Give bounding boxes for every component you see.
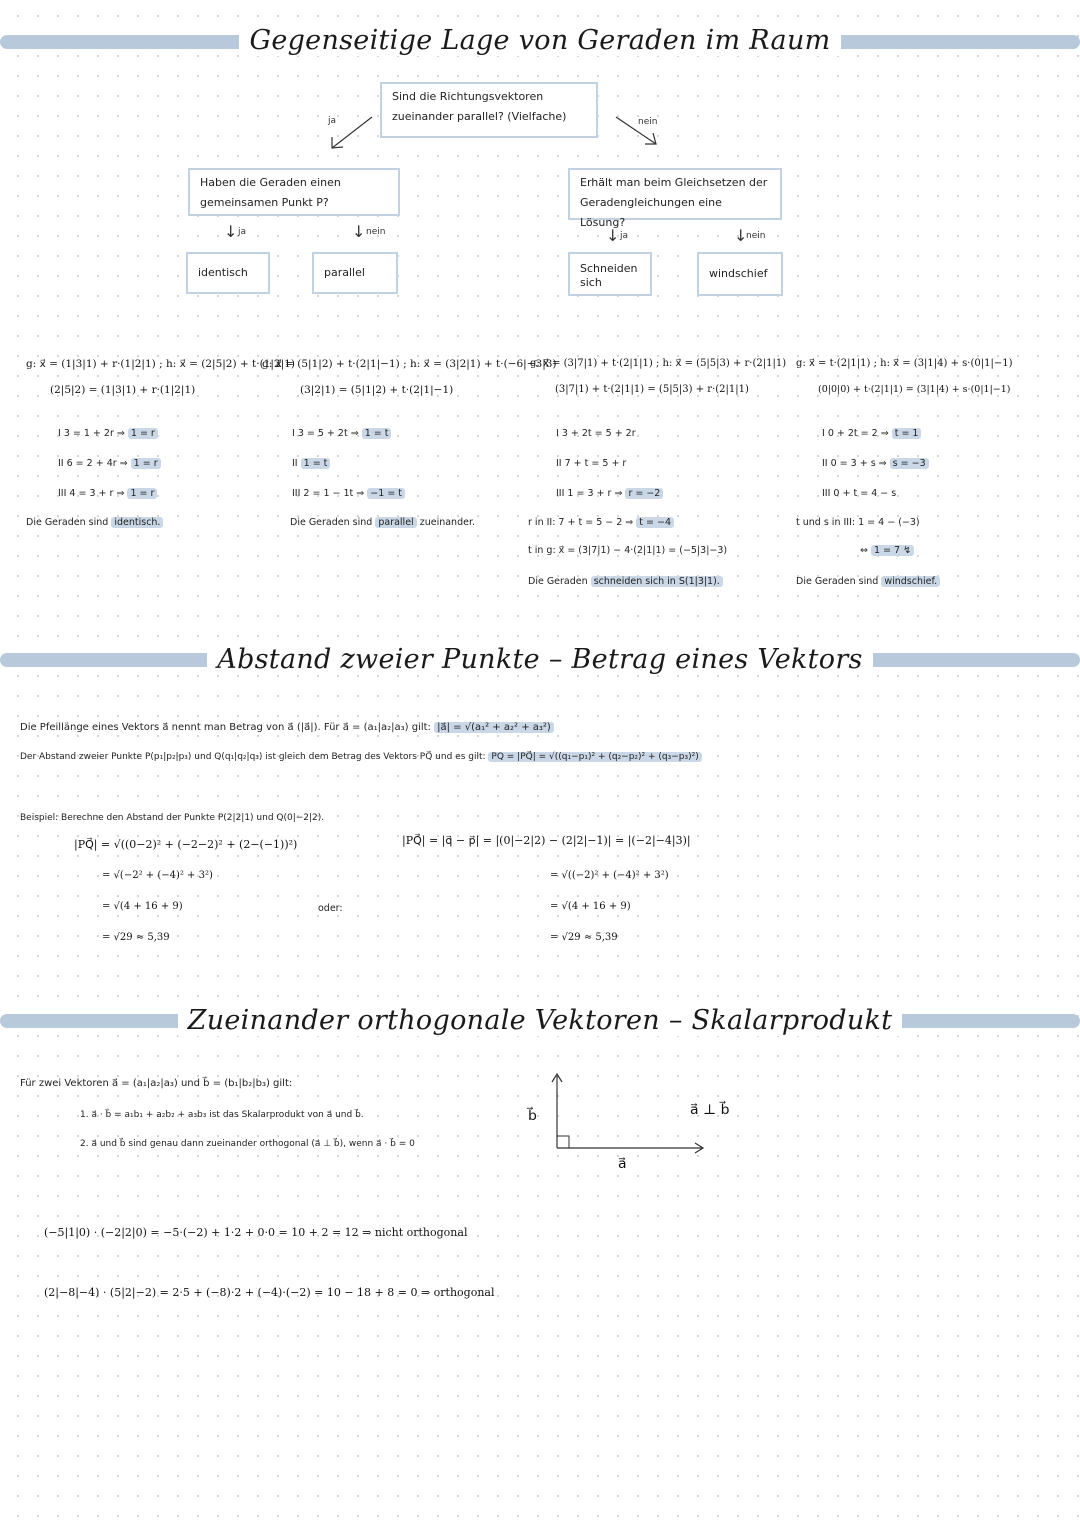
arrow-down-icon: ↓ bbox=[734, 226, 748, 245]
example1-row3: III 4 = 3 + r ⇒ 1 = r bbox=[58, 488, 157, 499]
example2-row3: III 2 = 1 − 1t ⇒ −1 = t bbox=[292, 488, 405, 499]
example2-row2: II 1 = t bbox=[292, 458, 330, 469]
ortho-intro: Für zwei Vektoren a⃗ = (a₁|a₂|a₃) und b⃗ = (b₁|b₂|b₃) gilt: bbox=[20, 1078, 293, 1089]
example2-result: Die Geraden sind parallel zueinander. bbox=[290, 517, 476, 528]
ja-label: ja bbox=[328, 116, 337, 126]
section-title-abstand: Abstand zweier Punkte – Betrag eines Vektors bbox=[0, 644, 1080, 675]
result-parallel: parallel bbox=[312, 252, 398, 294]
example1-result: Die Geraden sind identisch. bbox=[26, 517, 163, 528]
a-vector-label: a⃗ bbox=[618, 1156, 627, 1172]
ortho-point1: 1. a⃗ · b⃗ = a₁b₁ + a₂b₂ + a₃b₃ ist das Skalarprodukt von a⃗ und b⃗. bbox=[80, 1110, 364, 1120]
example2-setup: (3|2|1) = (5|1|2) + t·(2|1|−1) bbox=[300, 384, 454, 396]
example1-setup: (2|5|2) = (1|3|1) + r·(1|2|1) bbox=[50, 384, 196, 396]
ja-label: ja bbox=[620, 231, 629, 241]
example3-row4: r in II: 7 + t = 5 − 2 ⇒ t = −4 bbox=[528, 517, 674, 528]
abstand-left-line1: |PQ⃗| = √((0−2)² + (−2−2)² + (2−(−1))²) bbox=[74, 838, 298, 851]
result-schneiden: Schneiden sich bbox=[568, 252, 652, 296]
example3-row3: III 1 = 3 + r ⇒ r = −2 bbox=[556, 488, 663, 499]
ortho-point2: 2. a⃗ und b⃗ sind genau dann zueinander orthogonal (a⃗ ⊥ b⃗), wenn a⃗ · b⃗ = 0 bbox=[80, 1139, 415, 1149]
example1-row2: II 6 = 2 + 4r ⇒ 1 = r bbox=[58, 458, 161, 469]
abstand-left-line3: = √(4 + 16 + 9) bbox=[102, 901, 183, 912]
nein-label: nein bbox=[746, 231, 766, 241]
example4-row2: II 0 = 3 + s ⇒ s = −3 bbox=[822, 458, 929, 469]
example4-setup: (0|0|0) + t·(2|1|1) = (3|1|4) + s·(0|1|−1) bbox=[818, 384, 1011, 395]
abstand-left-line2: = √(−2² + (−4)² + 3²) bbox=[102, 870, 213, 881]
example4-row4: t und s in III: 1 = 4 − (−3) bbox=[796, 517, 920, 528]
example1-row1: I 3 = 1 + 2r ⇒ 1 = r bbox=[58, 428, 158, 439]
section-title-lage: Gegenseitige Lage von Geraden im Raum bbox=[0, 25, 1080, 56]
example3-result: Die Geraden schneiden sich in S(1|3|1). bbox=[528, 576, 723, 587]
abstand-right-line2: = √((−2)² + (−4)² + 3²) bbox=[550, 870, 669, 881]
result-identisch: identisch bbox=[186, 252, 270, 294]
example2-row1: I 3 = 5 + 2t ⇒ 1 = t bbox=[292, 428, 391, 439]
ja-label: ja bbox=[238, 227, 247, 237]
example2-equations: g: x⃗ = (5|1|2) + t·(2|1|−1) ; h: x⃗ = (3|2|1) + t·(−6|−3|3) bbox=[262, 358, 557, 370]
common-point-box: Haben die Geraden einen gemeinsamen Punkt P? bbox=[188, 168, 400, 216]
example3-row1: I 3 + 2t = 5 + 2r bbox=[556, 428, 636, 439]
nein-label: nein bbox=[638, 117, 658, 127]
example4-row1: I 0 + 2t = 2 ⇒ t = 1 bbox=[822, 428, 921, 439]
abstand-right-line3: = √(4 + 16 + 9) bbox=[550, 901, 631, 912]
abstand-definition: Der Abstand zweier Punkte P(p₁|p₂|p₃) und Q(q₁|q₂|q₃) ist gleich dem Betrag des Vektors PQ⃗ und es gilt: PQ = |PQ⃗| = √((q₁−p₁)² + (q₂−p₂)² + (q₃−p₃)²) bbox=[20, 752, 702, 762]
example4-result: Die Geraden sind windschief. bbox=[796, 576, 940, 587]
oder-label: oder: bbox=[318, 903, 343, 914]
abstand-left-line4: = √29 ≈ 5,39 bbox=[102, 932, 170, 943]
nein-label: nein bbox=[366, 227, 386, 237]
section-title-ortho: Zueinander orthogonale Vektoren – Skalarprodukt bbox=[0, 1005, 1080, 1036]
root-question-box: Sind die Richtungsvektoren zueinander parallel? (Vielfache) bbox=[380, 82, 598, 138]
example3-row5: t in g: x⃗ = (3|7|1) − 4·(2|1|1) = (−5|3|−3) bbox=[528, 545, 728, 556]
example4-equations: g: x⃗ = t·(2|1|1) ; h: x⃗ = (3|1|4) + s·(0|1|−1) bbox=[796, 358, 1013, 369]
example3-row2: II 7 + t = 5 + r bbox=[556, 458, 627, 469]
equation-solution-box: Erhält man beim Gleichsetzen der Geradengleichungen eine Lösung? bbox=[568, 168, 782, 220]
example4-row3: III 0 + t = 4 − s bbox=[822, 488, 897, 499]
abstand-right-line4: = √29 ≈ 5,39 bbox=[550, 932, 618, 943]
abstand-right-line1: |PQ⃗| = |q⃗ − p⃗| = |(0|−2|2) − (2|2|−1)| = |(−2|−4|3)| bbox=[402, 834, 691, 847]
result-windschief: windschief bbox=[697, 252, 783, 296]
example3-setup: (3|7|1) + t·(2|1|1) = (5|5|3) + r·(2|1|1) bbox=[555, 384, 749, 395]
beispiel-task: Beispiel: Berechne den Abstand der Punkte P(2|2|1) und Q(0|−2|2). bbox=[20, 813, 325, 823]
perpendicular-label: a⃗ ⊥ b⃗ bbox=[690, 1102, 730, 1118]
example3-equations: g: x⃗ = (3|7|1) + t·(2|1|1) ; h: x⃗ = (5|5|3) + r·(2|1|1) bbox=[530, 358, 787, 369]
arrow-down-icon: ↓ bbox=[352, 222, 366, 241]
skalarprodukt-example1: (−5|1|0) · (−2|2|0) = −5·(−2) + 1·2 + 0·0 = 10 + 2 = 12 ⇒ nicht orthogonal bbox=[44, 1226, 468, 1239]
example1-equations: g: x⃗ = (1|3|1) + r·(1|2|1) ; h: x⃗ = (2|5|2) + t·(1|2|1) bbox=[26, 358, 295, 370]
arrow-down-icon: ↓ bbox=[606, 226, 620, 245]
example4-row5: ⇔ 1 = 7 ↯ bbox=[860, 545, 914, 556]
skalarprodukt-example2: (2|−8|−4) · (5|2|−2) = 2·5 + (−8)·2 + (−4)·(−2) = 10 − 18 + 8 = 0 ⇒ orthogonal bbox=[44, 1286, 495, 1299]
betrag-definition: Die Pfeillänge eines Vektors a⃗ nennt man Betrag von a⃗ (|a⃗|). Für a⃗ = (a₁|a₂|a₃) gilt: |a⃗| = √(a₁² + a₂² + a₃²) bbox=[20, 722, 554, 733]
b-vector-label: b⃗ bbox=[528, 1108, 537, 1124]
arrow-down-icon: ↓ bbox=[224, 222, 238, 241]
